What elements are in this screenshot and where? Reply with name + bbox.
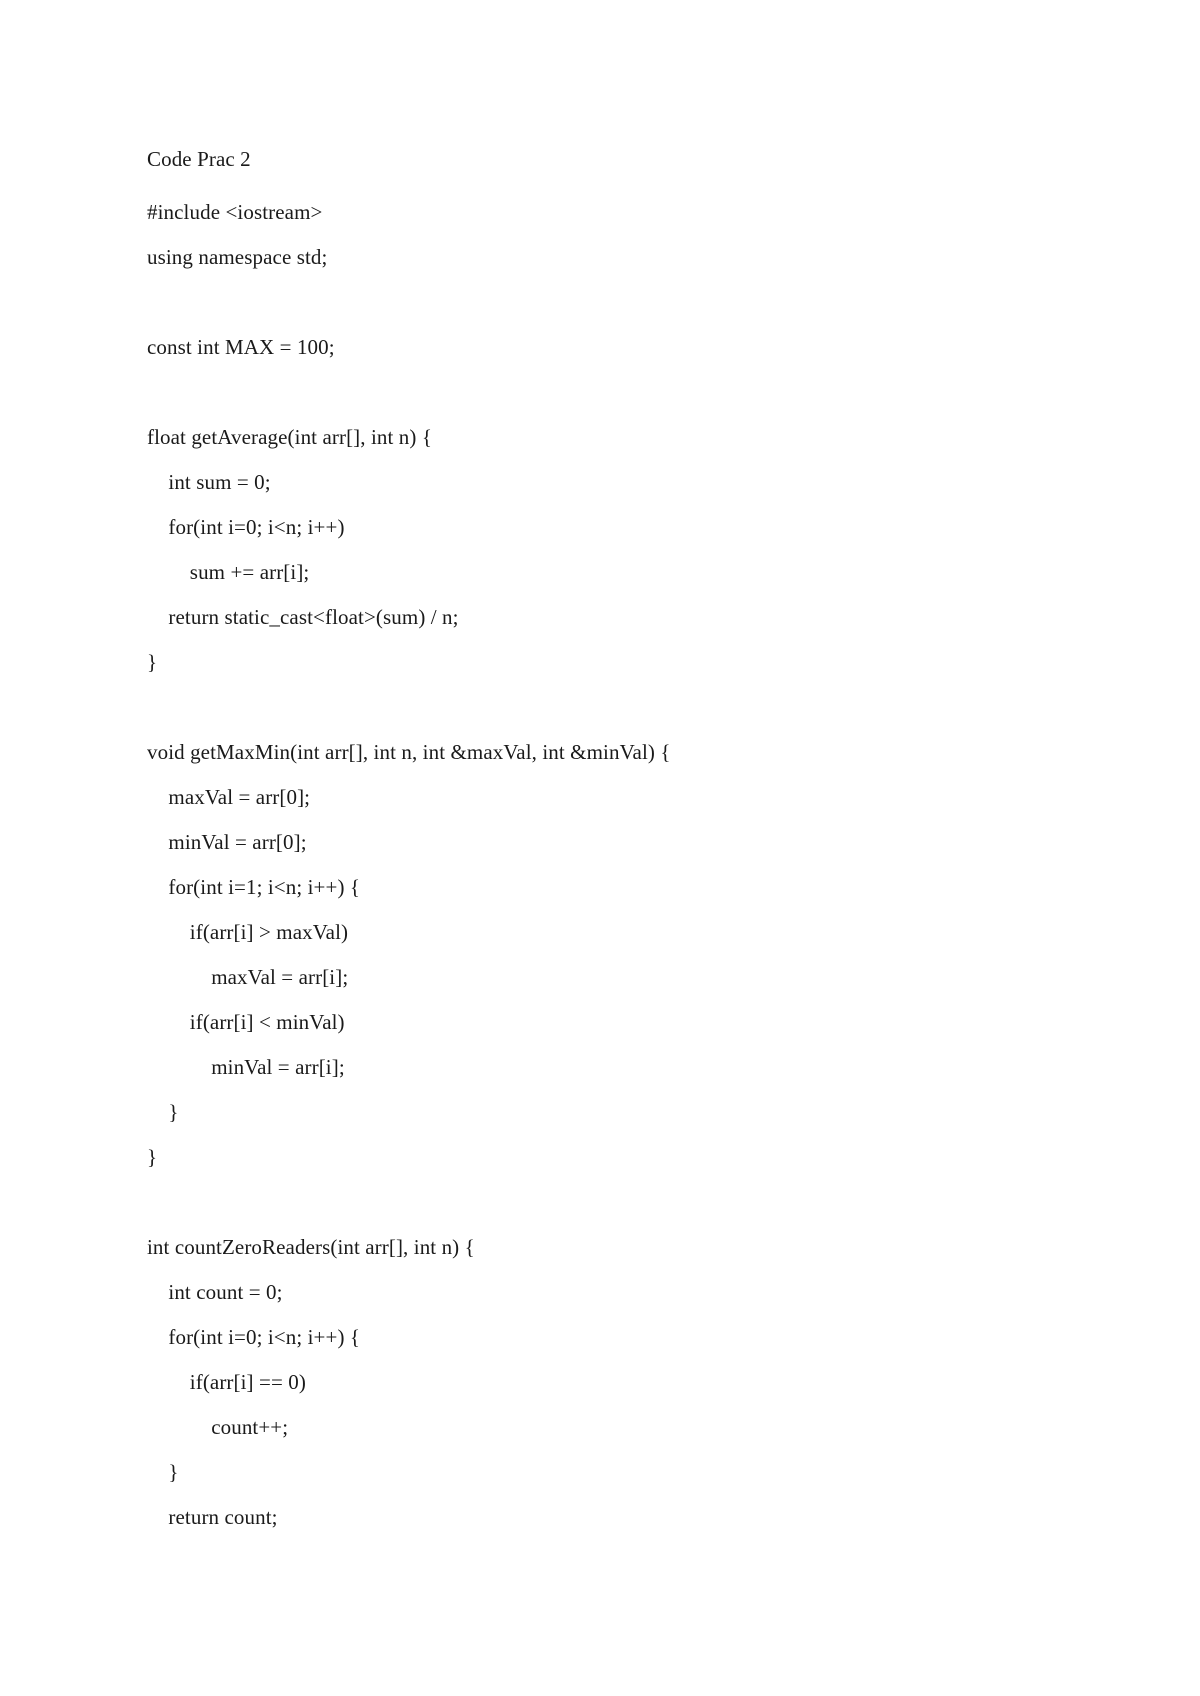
code-line: maxVal = arr[i]; — [147, 965, 349, 989]
code-line: } — [147, 1100, 179, 1124]
code-line: for(int i=1; i<n; i++) { — [147, 875, 361, 899]
code-line: float getAverage(int arr[], int n) { — [147, 425, 432, 449]
code-line: } — [147, 1460, 179, 1484]
code-line: #include <iostream> — [147, 200, 323, 224]
code-line: if(arr[i] < minVal) — [147, 1010, 345, 1034]
code-line: int sum = 0; — [147, 470, 271, 494]
code-line: return count; — [147, 1505, 278, 1529]
code-line: sum += arr[i]; — [147, 560, 310, 584]
code-line: return static_cast<float>(sum) / n; — [147, 605, 459, 629]
code-line: for(int i=0; i<n; i++) — [147, 515, 345, 539]
code-line: if(arr[i] > maxVal) — [147, 920, 349, 944]
code-line: for(int i=0; i<n; i++) { — [147, 1325, 361, 1349]
code-line: minVal = arr[i]; — [147, 1055, 345, 1079]
code-line: } — [147, 1145, 158, 1169]
code-line: maxVal = arr[0]; — [147, 785, 311, 809]
code-line: const int MAX = 100; — [147, 335, 335, 359]
code-line: count++; — [147, 1415, 289, 1439]
code-line: int count = 0; — [147, 1280, 283, 1304]
code-line: if(arr[i] == 0) — [147, 1370, 306, 1394]
code-line: void getMaxMin(int arr[], int n, int &maxVal, int &minVal) { — [147, 740, 671, 764]
code-line: } — [147, 650, 158, 674]
code-line: int countZeroReaders(int arr[], int n) { — [147, 1235, 475, 1259]
code-line: minVal = arr[0]; — [147, 830, 307, 854]
document-title: Code Prac 2 — [147, 147, 251, 171]
code-line: using namespace std; — [147, 245, 328, 269]
